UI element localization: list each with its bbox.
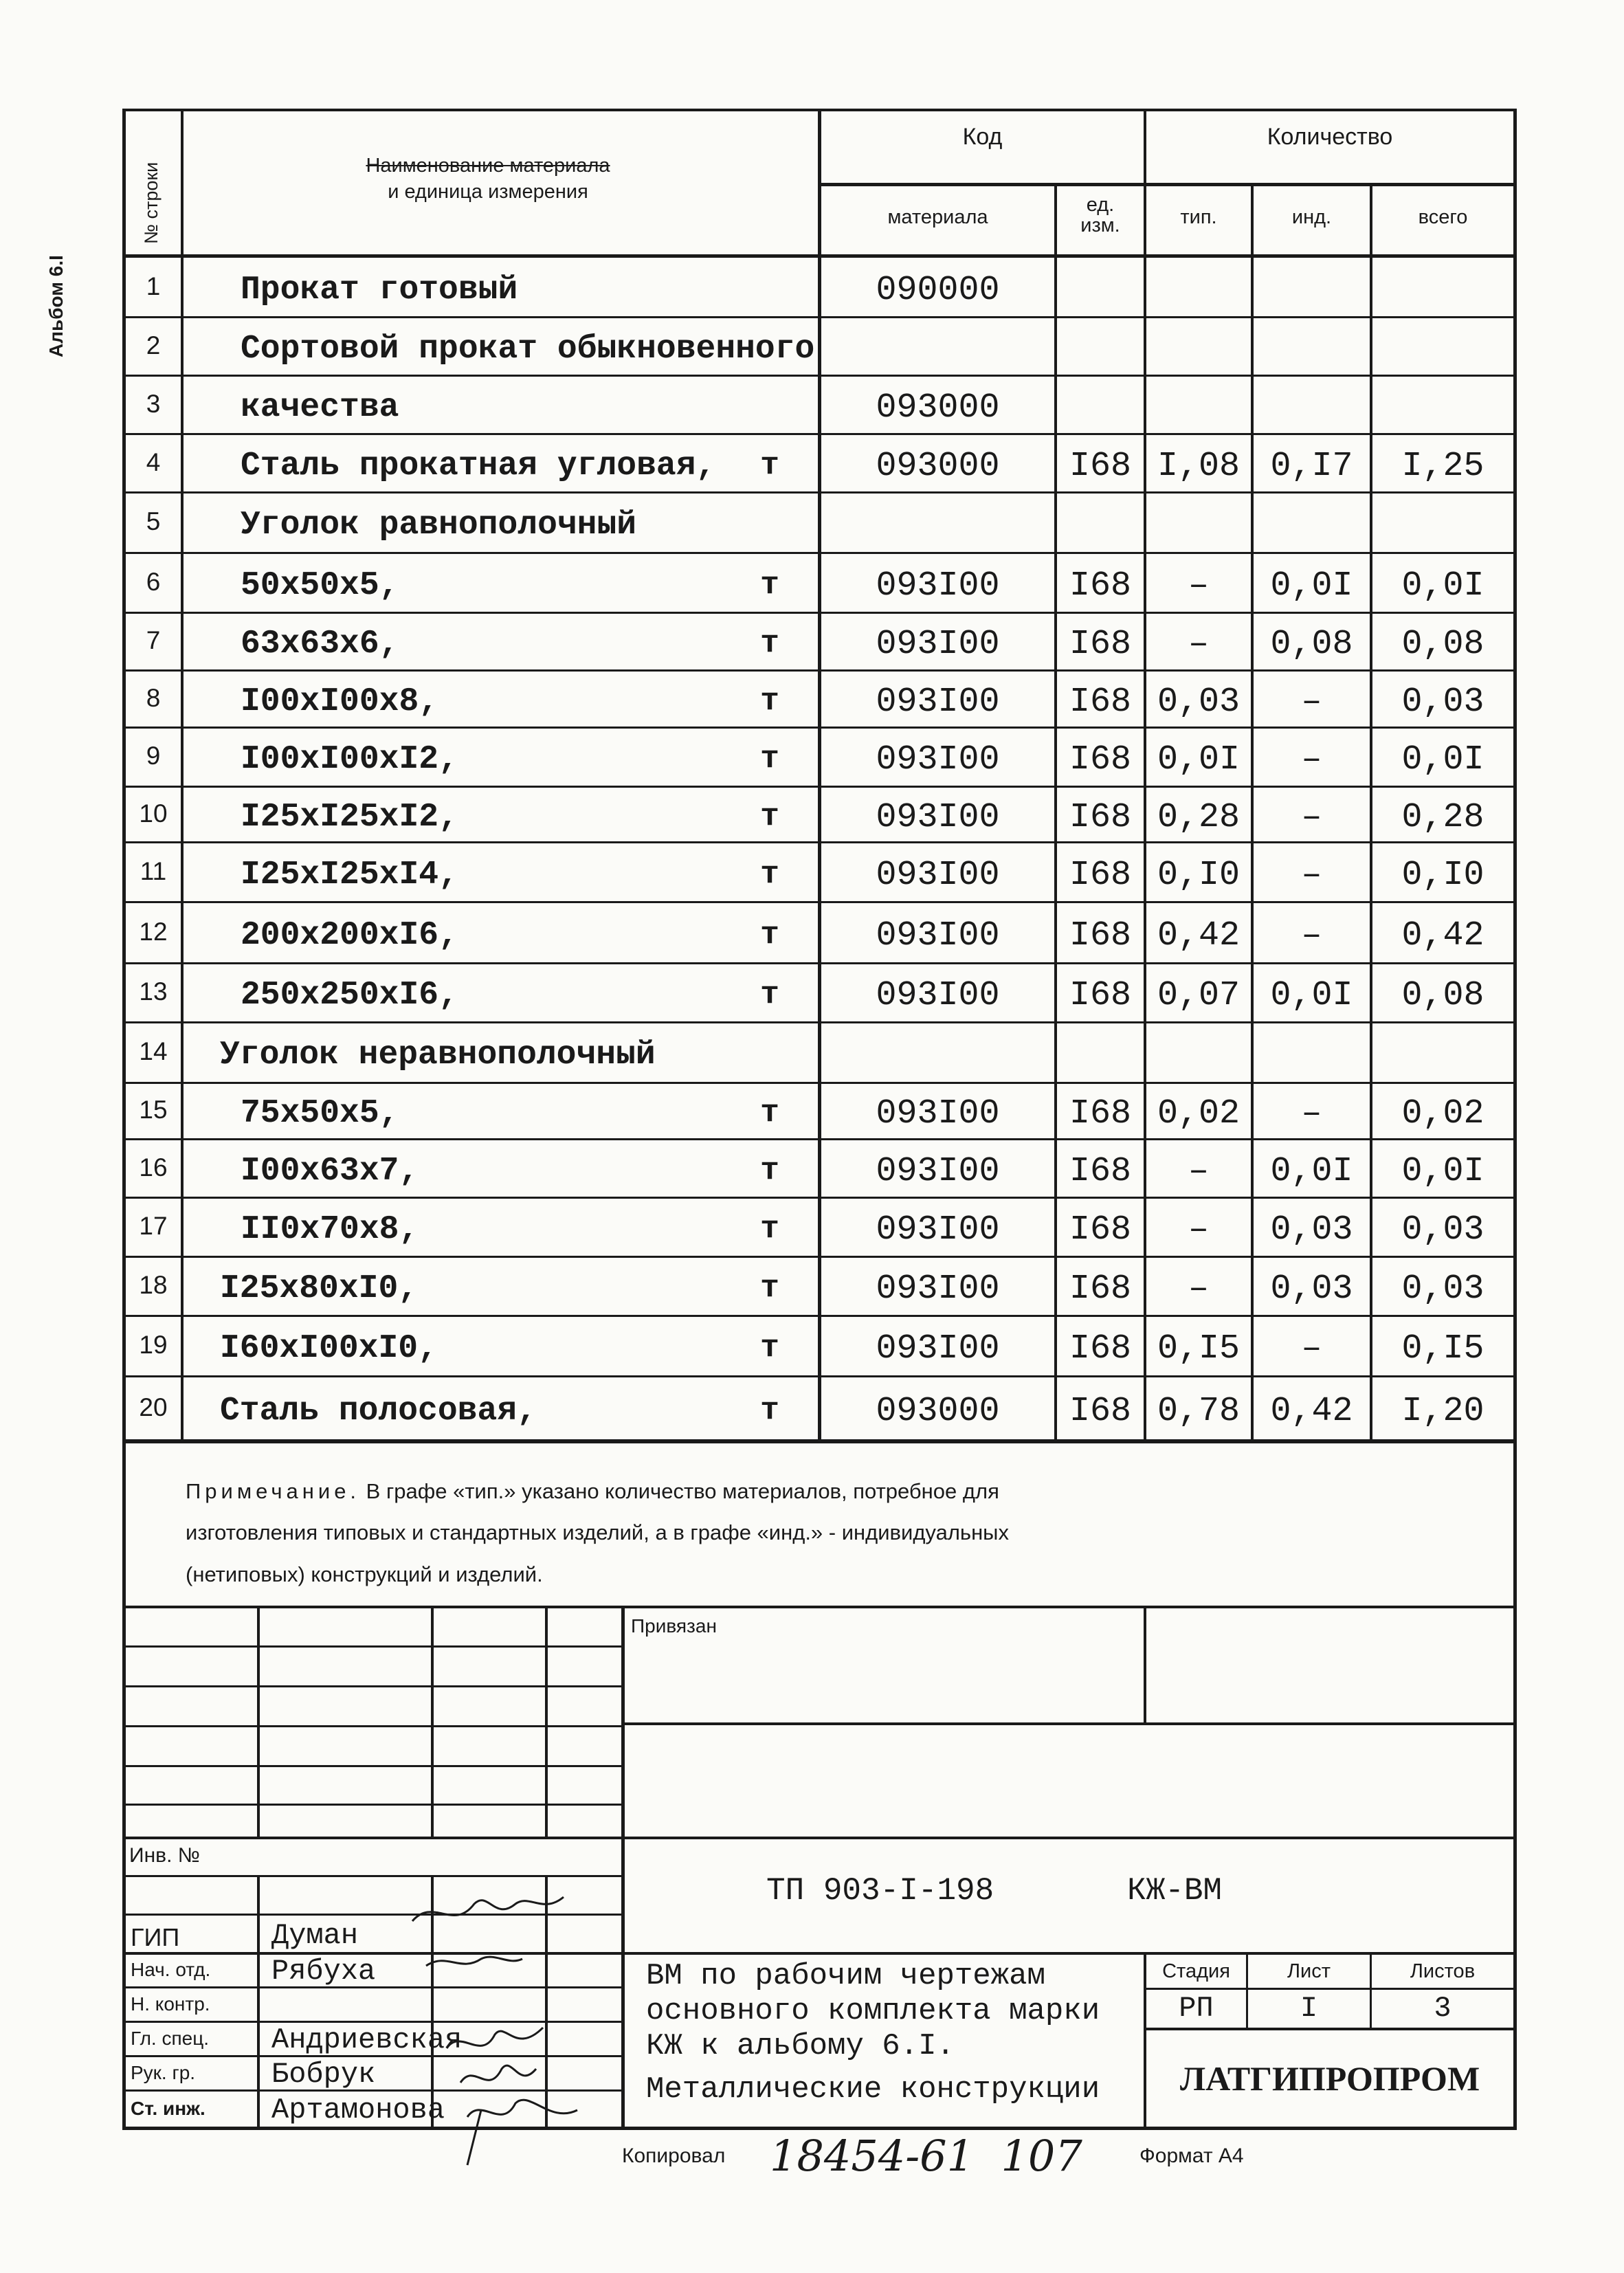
unit-t: т xyxy=(760,625,779,661)
row-number: 9 xyxy=(146,742,161,770)
qty-ind: – xyxy=(1301,1094,1322,1133)
unit-t: т xyxy=(760,1330,779,1366)
qty-typ: – xyxy=(1188,1269,1209,1309)
note-line-2: изготовления типовых и стандартных изделий, а в графе «инд.» - индивидуальных xyxy=(186,1520,1009,1545)
qty-ind: – xyxy=(1301,682,1322,722)
material-name: 200х200хI6, xyxy=(241,916,458,954)
material-code: 093I00 xyxy=(876,1151,1000,1191)
qty-typ: 0,28 xyxy=(1157,797,1241,837)
qty-typ: 0,07 xyxy=(1157,976,1241,1015)
row-number: 7 xyxy=(146,626,161,654)
qty-typ: 0,78 xyxy=(1157,1391,1241,1431)
header-q-total: всего xyxy=(1418,206,1468,228)
material-code: 093I00 xyxy=(876,1094,1000,1133)
qty-ind: – xyxy=(1301,855,1322,895)
row-number: 20 xyxy=(139,1393,168,1421)
staff-role: Ст. инж. xyxy=(131,2098,205,2119)
row-divider xyxy=(122,1256,1517,1258)
row-number: 12 xyxy=(139,917,168,946)
staff-name: Андриевская xyxy=(271,2023,463,2056)
header-name-struck: Наименование материала xyxy=(366,155,610,177)
row-divider xyxy=(122,375,1517,377)
qty-ind: – xyxy=(1301,740,1322,779)
unit-code: I68 xyxy=(1069,1329,1131,1368)
qty-typ: 0,0I xyxy=(1157,740,1241,779)
format-label: Формат А4 xyxy=(1139,2144,1244,2167)
signature-ruk xyxy=(460,2065,536,2083)
qty-total: 0,03 xyxy=(1401,682,1484,722)
qty-total: 0,08 xyxy=(1401,976,1484,1015)
material-name: II0х70х8, xyxy=(241,1211,419,1248)
material-code: 093I00 xyxy=(876,1269,1000,1309)
qty-ind: – xyxy=(1301,916,1322,955)
staff-name: Бобрук xyxy=(271,2058,376,2091)
unit-code: I68 xyxy=(1069,1151,1131,1191)
staff-role: Нач. отд. xyxy=(131,1959,211,1980)
mark: КЖ-ВМ xyxy=(1127,1873,1223,1909)
qty-total: I,25 xyxy=(1401,446,1484,486)
material-code: 090000 xyxy=(876,270,1000,310)
stage-label: Стадия xyxy=(1162,1960,1230,1982)
sheet-title-line: основного комплекта марки xyxy=(646,1994,1100,2029)
unit-code: I68 xyxy=(1069,855,1131,895)
row-number: 15 xyxy=(139,1096,168,1124)
unit-code: I68 xyxy=(1069,566,1131,606)
header-code-material: материала xyxy=(887,206,988,228)
qty-typ: – xyxy=(1188,566,1209,606)
staff-role: ГИП xyxy=(131,1923,180,1951)
inv-no-label: Инв. № xyxy=(129,1844,200,1867)
sheet-title-line: ВМ по рабочим чертежам xyxy=(646,1959,1045,1993)
qty-total: 0,0I xyxy=(1401,566,1484,606)
row-divider xyxy=(122,727,1517,729)
unit-code: I68 xyxy=(1069,446,1131,486)
row-number: 16 xyxy=(139,1153,168,1182)
row-number: 3 xyxy=(146,389,161,418)
unit-t: т xyxy=(760,566,779,603)
signature-st xyxy=(467,2100,577,2165)
row-number: 4 xyxy=(146,447,161,476)
row-divider xyxy=(122,962,1517,964)
unit-t: т xyxy=(760,447,779,483)
qty-ind: 0,0I xyxy=(1270,566,1353,606)
unit-t: т xyxy=(760,1270,779,1306)
signature-nach xyxy=(426,1957,522,1966)
material-code: 093I00 xyxy=(876,916,1000,955)
qty-typ: – xyxy=(1188,1210,1209,1250)
qty-ind: 0,42 xyxy=(1270,1391,1353,1431)
row-number: 13 xyxy=(139,977,168,1006)
material-code: 093I00 xyxy=(876,1329,1000,1368)
material-code: 093I00 xyxy=(876,682,1000,722)
row-divider xyxy=(122,1021,1517,1023)
material-name: I60хI00хI0, xyxy=(220,1330,438,1367)
header-code-unit: ед. изм. xyxy=(1080,194,1120,237)
qty-total: 0,02 xyxy=(1401,1094,1484,1133)
qty-ind: – xyxy=(1301,797,1322,837)
header-row-no: № строки xyxy=(141,162,162,244)
material-code: 093I00 xyxy=(876,976,1000,1015)
qty-total: 0,0I xyxy=(1401,740,1484,779)
row-number: 1 xyxy=(146,271,161,300)
row-number: 8 xyxy=(146,683,161,712)
unit-code: I68 xyxy=(1069,1094,1131,1133)
header-q-typ: тип. xyxy=(1180,206,1217,228)
material-name: I00х63х7, xyxy=(241,1152,419,1190)
row-divider xyxy=(122,786,1517,788)
row-number: 14 xyxy=(139,1037,168,1065)
note-line-3: (нетиповых) конструкций и изделий. xyxy=(186,1562,543,1586)
material-name: I00хI00х8, xyxy=(241,683,439,720)
qty-total: 0,03 xyxy=(1401,1210,1484,1250)
staff-name: Рябуха xyxy=(271,1955,376,1988)
qty-typ: 0,I5 xyxy=(1157,1329,1241,1368)
header-name-unit: и единица измерения xyxy=(388,181,588,203)
qty-total: 0,08 xyxy=(1401,625,1484,664)
staff-role: Гл. спец. xyxy=(131,2028,210,2049)
row-divider xyxy=(122,1315,1517,1317)
unit-t: т xyxy=(760,1152,779,1188)
qty-total: 0,03 xyxy=(1401,1269,1484,1309)
row-number: 10 xyxy=(139,799,168,828)
row-number: 19 xyxy=(139,1331,168,1359)
material-name: Сортовой прокат обыкновенного xyxy=(241,330,815,368)
unit-t: т xyxy=(760,741,779,777)
material-code: 093I00 xyxy=(876,855,1000,895)
note xyxy=(186,1471,1491,1595)
staff-role: Рук. гр. xyxy=(131,2062,196,2083)
copied-number: 18454-61 107 xyxy=(770,2131,1082,2181)
qty-total: 0,0I xyxy=(1401,1151,1484,1191)
sheets-value: 3 xyxy=(1434,1992,1451,2025)
row-divider xyxy=(122,612,1517,614)
material-code: 093I00 xyxy=(876,566,1000,606)
row-divider xyxy=(122,669,1517,672)
row-divider xyxy=(122,1197,1517,1199)
qty-typ: – xyxy=(1188,1151,1209,1191)
material-name: 75х50х5, xyxy=(241,1095,399,1132)
designation: ТП 903-I-198 xyxy=(766,1873,994,1909)
signature-gl xyxy=(447,2028,543,2048)
material-name: I25хI25хI2, xyxy=(241,798,458,836)
qty-ind: 0,I7 xyxy=(1270,446,1353,486)
material-name: Прокат готовый xyxy=(241,271,518,309)
row-divider xyxy=(122,841,1517,843)
qty-typ: 0,I0 xyxy=(1157,855,1241,895)
qty-typ: 0,42 xyxy=(1157,916,1241,955)
material-code: 093000 xyxy=(876,388,1000,428)
sheet-label: Лист xyxy=(1287,1960,1331,1982)
organization: ЛАТГИПРОПРОМ xyxy=(1179,2059,1480,2098)
unit-code: I68 xyxy=(1069,916,1131,955)
unit-code: I68 xyxy=(1069,976,1131,1015)
qty-ind: 0,08 xyxy=(1270,625,1353,664)
row-number: 2 xyxy=(146,331,161,359)
material-name: I00хI00хI2, xyxy=(241,741,458,778)
staff-role: Н. контр. xyxy=(131,1993,210,2015)
qty-ind: 0,03 xyxy=(1270,1210,1353,1250)
stage-value: РП xyxy=(1179,1992,1214,2025)
material-code: 093000 xyxy=(876,1391,1000,1431)
qty-typ: 0,02 xyxy=(1157,1094,1241,1133)
sheet-title-line: КЖ к альбому 6.I. xyxy=(646,2029,955,2064)
unit-t: т xyxy=(760,916,779,953)
unit-t: т xyxy=(760,856,779,892)
material-name: Уголок равнополочный xyxy=(241,507,637,544)
material-code: 093I00 xyxy=(876,797,1000,837)
sheet-title xyxy=(646,1959,1100,2107)
sheets-label: Листов xyxy=(1410,1960,1476,1982)
header-code: Код xyxy=(962,124,1003,150)
qty-ind: 0,0I xyxy=(1270,976,1353,1015)
header-q-ind: инд. xyxy=(1291,206,1332,228)
qty-typ: 0,03 xyxy=(1157,682,1241,722)
copied-label: Копировал xyxy=(622,2144,726,2167)
note-line-1: В графе «тип.» указано количество материалов, потребное для xyxy=(366,1479,999,1503)
unit-code: I68 xyxy=(1069,740,1131,779)
material-name: Сталь полосовая, xyxy=(220,1392,537,1430)
material-name: Уголок неравнополочный xyxy=(220,1036,656,1074)
unit-code: I68 xyxy=(1069,797,1131,837)
privyazan-label: Привязан xyxy=(631,1615,717,1637)
row-divider xyxy=(122,491,1517,494)
row-number: 18 xyxy=(139,1271,168,1299)
qty-total: 0,42 xyxy=(1401,916,1484,955)
qty-total: I,20 xyxy=(1401,1391,1484,1431)
unit-t: т xyxy=(760,683,779,719)
material-code: 093000 xyxy=(876,446,1000,486)
unit-t: т xyxy=(760,1392,779,1428)
row-divider xyxy=(122,1138,1517,1140)
material-name: I25хI25хI4, xyxy=(241,856,458,894)
unit-code: I68 xyxy=(1069,625,1131,664)
qty-total: 0,28 xyxy=(1401,797,1484,837)
qty-total: 0,I5 xyxy=(1401,1329,1484,1368)
unit-t: т xyxy=(760,1095,779,1131)
material-name: I25х80хI0, xyxy=(220,1270,419,1307)
qty-ind: 0,03 xyxy=(1270,1269,1353,1309)
qty-ind: 0,0I xyxy=(1270,1151,1353,1191)
unit-code: I68 xyxy=(1069,1210,1131,1250)
material-name: качества xyxy=(241,388,399,426)
row-number: 5 xyxy=(146,507,161,535)
qty-total: 0,I0 xyxy=(1401,855,1484,895)
unit-t: т xyxy=(760,798,779,834)
material-code: 093I00 xyxy=(876,740,1000,779)
side-stamp: Альбом 6.I xyxy=(45,255,67,357)
material-name: 63х63х6, xyxy=(241,625,399,663)
qty-typ: – xyxy=(1188,625,1209,664)
unit-code: I68 xyxy=(1069,1391,1131,1431)
row-divider xyxy=(122,1439,1517,1441)
material-code: 093I00 xyxy=(876,625,1000,664)
material-name: 250х250хI6, xyxy=(241,977,458,1014)
unit-code: I68 xyxy=(1069,682,1131,722)
row-number: 11 xyxy=(140,856,167,885)
qty-ind: – xyxy=(1301,1329,1322,1368)
material-name: Сталь прокатная угловая, xyxy=(241,447,716,485)
row-number: 17 xyxy=(139,1212,168,1240)
sheet-value: I xyxy=(1300,1992,1318,2025)
row-divider xyxy=(122,1375,1517,1377)
qty-typ: I,08 xyxy=(1157,446,1241,486)
unit-t: т xyxy=(760,1211,779,1247)
unit-code: I68 xyxy=(1069,1269,1131,1309)
material-code: 093I00 xyxy=(876,1210,1000,1250)
sheet-title-line: Металлические конструкции xyxy=(646,2072,1100,2107)
row-divider xyxy=(122,433,1517,435)
signatures xyxy=(385,1856,632,2172)
note-title: Примечание. xyxy=(186,1479,361,1503)
row-divider xyxy=(122,1082,1517,1084)
staff-name: Артамонова xyxy=(271,2094,445,2127)
unit-t: т xyxy=(760,977,779,1012)
row-divider xyxy=(122,901,1517,903)
row-number: 6 xyxy=(146,567,161,596)
row-divider xyxy=(122,316,1517,318)
row-divider xyxy=(122,552,1517,554)
signature-gip xyxy=(412,1897,564,1921)
header-quantity: Количество xyxy=(1267,124,1393,150)
material-name: 50х50х5, xyxy=(241,566,399,604)
staff-name: Думан xyxy=(271,1919,359,1952)
